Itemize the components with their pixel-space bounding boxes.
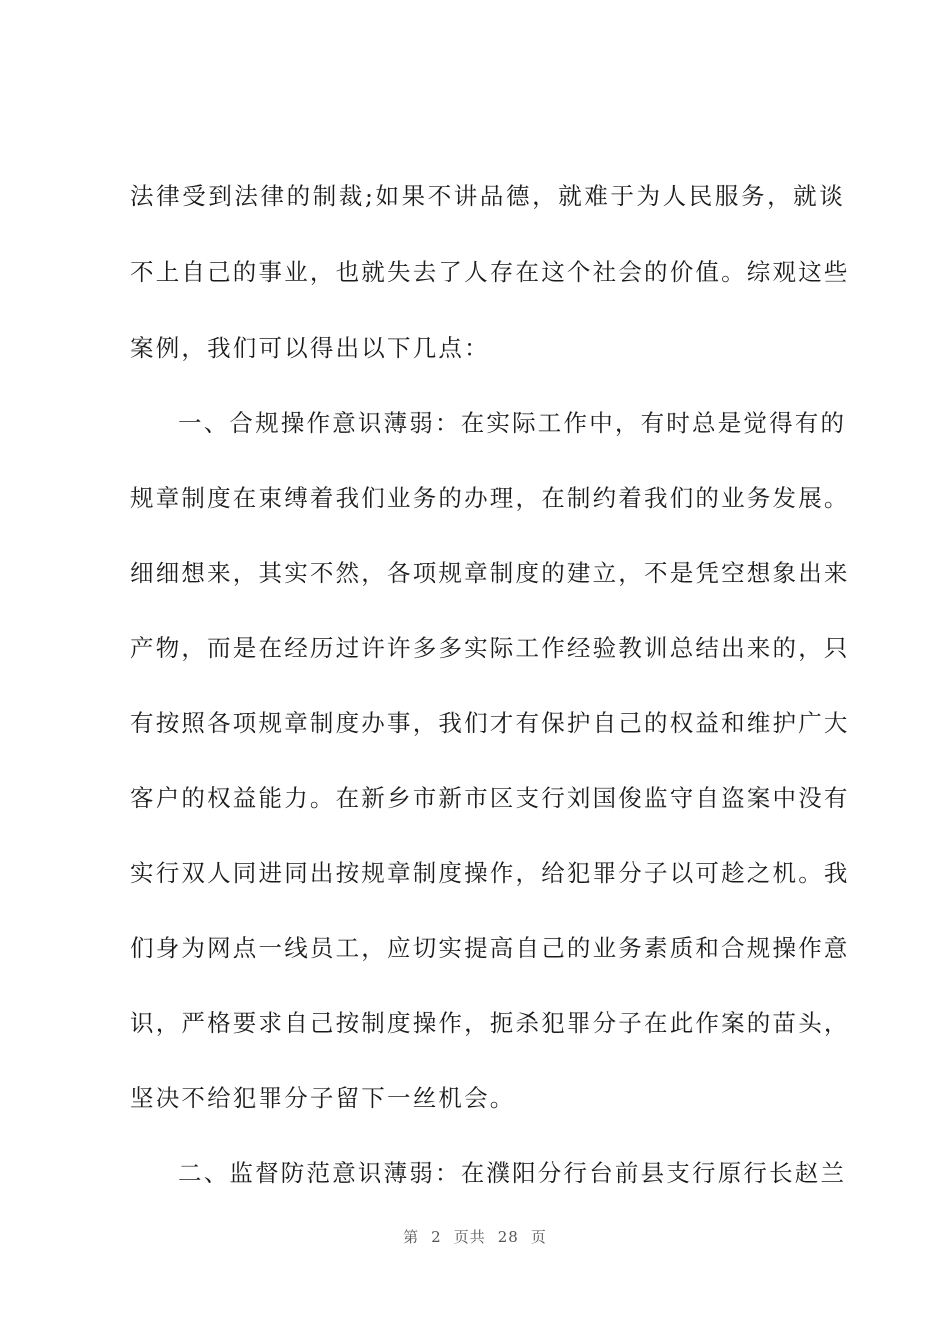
- section-two-heading-line: 二、监督防范意识薄弱：在濮阳分行台前县支行原行长赵兰: [178, 1159, 847, 1187]
- section-one-heading-line: 一、合规操作意识薄弱：在实际工作中，有时总是觉得有的: [178, 409, 847, 437]
- body-line-8: 有按照各项规章制度办事，我们才有保护自己的权益和维护广大: [130, 709, 850, 737]
- body-line-11: 们身为网点一线员工，应切实提高自己的业务素质和合规操作意: [130, 934, 850, 962]
- body-line-10: 实行双人同进同出按规章制度操作，给犯罪分子以可趁之机。我: [130, 859, 850, 887]
- page-footer: [0, 1226, 950, 1247]
- footer-page-number: 2: [431, 1228, 442, 1246]
- body-line-2: 不上自己的事业，也就失去了人存在这个社会的价值。综观这些: [130, 258, 850, 286]
- footer-di: 第: [403, 1228, 420, 1246]
- body-line-12: 识，严格要求自己按制度操作，扼杀犯罪分子在此作案的苗头，: [130, 1009, 850, 1037]
- body-line-1: 法律受到法律的制裁;如果不讲品德，就难于为人民服务，就谈: [130, 182, 845, 210]
- body-line-13: 坚决不给犯罪分子留下一丝机会。: [130, 1084, 516, 1112]
- body-line-3: 案例，我们可以得出以下几点：: [130, 334, 490, 362]
- body-line-9: 客户的权益能力。在新乡市新市区支行刘国俊监守自盗案中没有: [130, 784, 850, 812]
- body-line-5: 规章制度在束缚着我们业务的办理，在制约着我们的业务发展。: [130, 484, 850, 512]
- footer-ye-gong: 页共: [453, 1228, 486, 1246]
- body-line-7: 产物，而是在经历过许许多多实际工作经验教训总结出来的，只: [130, 634, 850, 662]
- footer-ye: 页: [530, 1228, 547, 1246]
- body-line-6: 细细想来，其实不然，各项规章制度的建立，不是凭空想象出来: [130, 559, 850, 587]
- footer-total-pages: 28: [497, 1228, 519, 1246]
